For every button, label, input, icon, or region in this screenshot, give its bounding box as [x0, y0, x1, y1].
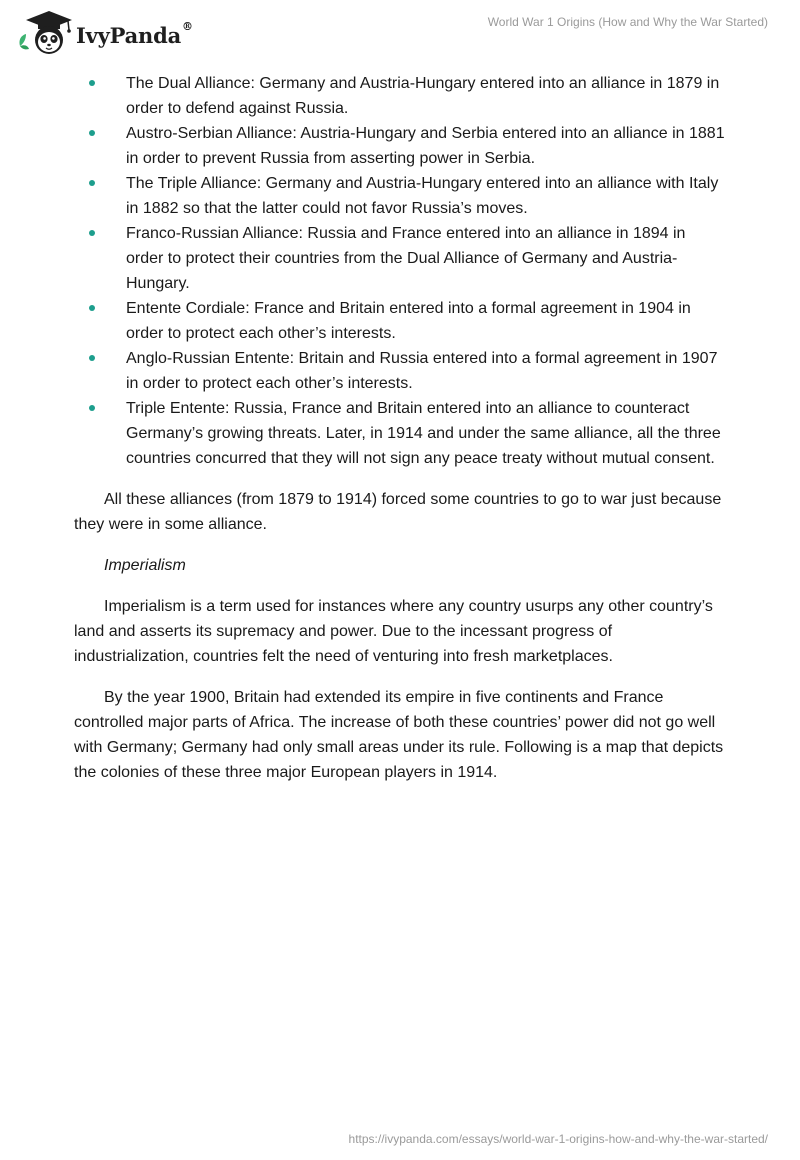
- teal-dot-icon: [89, 80, 95, 86]
- teal-dot-icon: [89, 305, 95, 311]
- list-item: [74, 121, 726, 171]
- list-item-text: Anglo-Russian Entente: Britain and Russia entered into a formal agreement in 1907 in order to protect each other’s interests.: [126, 350, 718, 392]
- list-item-text: Franco-Russian Alliance: Russia and France entered into an alliance in 1894 in order to protect their countries from the Dual Alliance of Germany and Austria-Hungary.: [126, 225, 686, 292]
- list-item-text: The Dual Alliance: Germany and Austria-Hungary entered into an alliance in 1879 in order to defend against Russia.: [126, 75, 720, 117]
- list-item: [74, 171, 726, 221]
- list-item: [74, 221, 726, 296]
- registered-mark: ®: [182, 20, 193, 33]
- alliances-list: [74, 71, 726, 471]
- list-item-text: Austro-Serbian Alliance: Austria-Hungary and Serbia entered into an alliance in 1881 in order to prevent Russia from asserting power in Serbia.: [126, 125, 725, 167]
- alliances-summary-paragraph: All these alliances (from 1879 to 1914) forced some countries to go to war just because they were in some alliance.: [74, 491, 722, 533]
- list-item: [74, 296, 726, 346]
- essay-body: [74, 71, 726, 785]
- list-item: [74, 396, 726, 471]
- list-item: [74, 346, 726, 396]
- imperialism-definition-paragraph: Imperialism is a term used for instances where any country usurps any other country’s land and asserts its supremacy and power. Due to the incessant progress of industrialization, countries felt the need of venturing into fresh marketplaces.: [74, 598, 713, 665]
- page-header: [0, 0, 800, 62]
- source-url-link[interactable]: https://ivypanda.com/essays/world-war-1-origins-how-and-why-the-war-started/: [348, 1132, 768, 1146]
- ivypanda-logo[interactable]: [16, 8, 206, 58]
- list-item-text: The Triple Alliance: Germany and Austria-Hungary entered into an alliance with Italy in 1882 so that the latter could not favor Russia’s moves.: [126, 175, 719, 217]
- document-title: World War 1 Origins (How and Why the War Started): [487, 15, 768, 29]
- imperialism-heading: Imperialism: [104, 557, 186, 574]
- list-item: [74, 71, 726, 121]
- brand-name: IvyPanda®: [76, 20, 193, 48]
- list-item-text: Triple Entente: Russia, France and Britain entered into an alliance to counteract Germany’s growing threats. Later, in 1914 and under the same alliance, all the three countries concurred that they will not sign any peace treaty without mutual consent.: [126, 400, 721, 467]
- empires-1900-paragraph: By the year 1900, Britain had extended its empire in five continents and France controlled major parts of Africa. The increase of both these countries’ power did not go well with Germany; Germany had only small areas under its rule. Following is a map that depicts the colonies of these three major European players in 1914.: [74, 689, 724, 781]
- teal-dot-icon: [89, 130, 95, 136]
- teal-dot-icon: [89, 180, 95, 186]
- teal-dot-icon: [89, 405, 95, 411]
- list-item-text: Entente Cordiale: France and Britain entered into a formal agreement in 1904 in order to protect each other’s interests.: [126, 300, 691, 342]
- panda-graduate-icon: [16, 8, 74, 58]
- teal-dot-icon: [89, 230, 95, 236]
- teal-dot-icon: [89, 355, 95, 361]
